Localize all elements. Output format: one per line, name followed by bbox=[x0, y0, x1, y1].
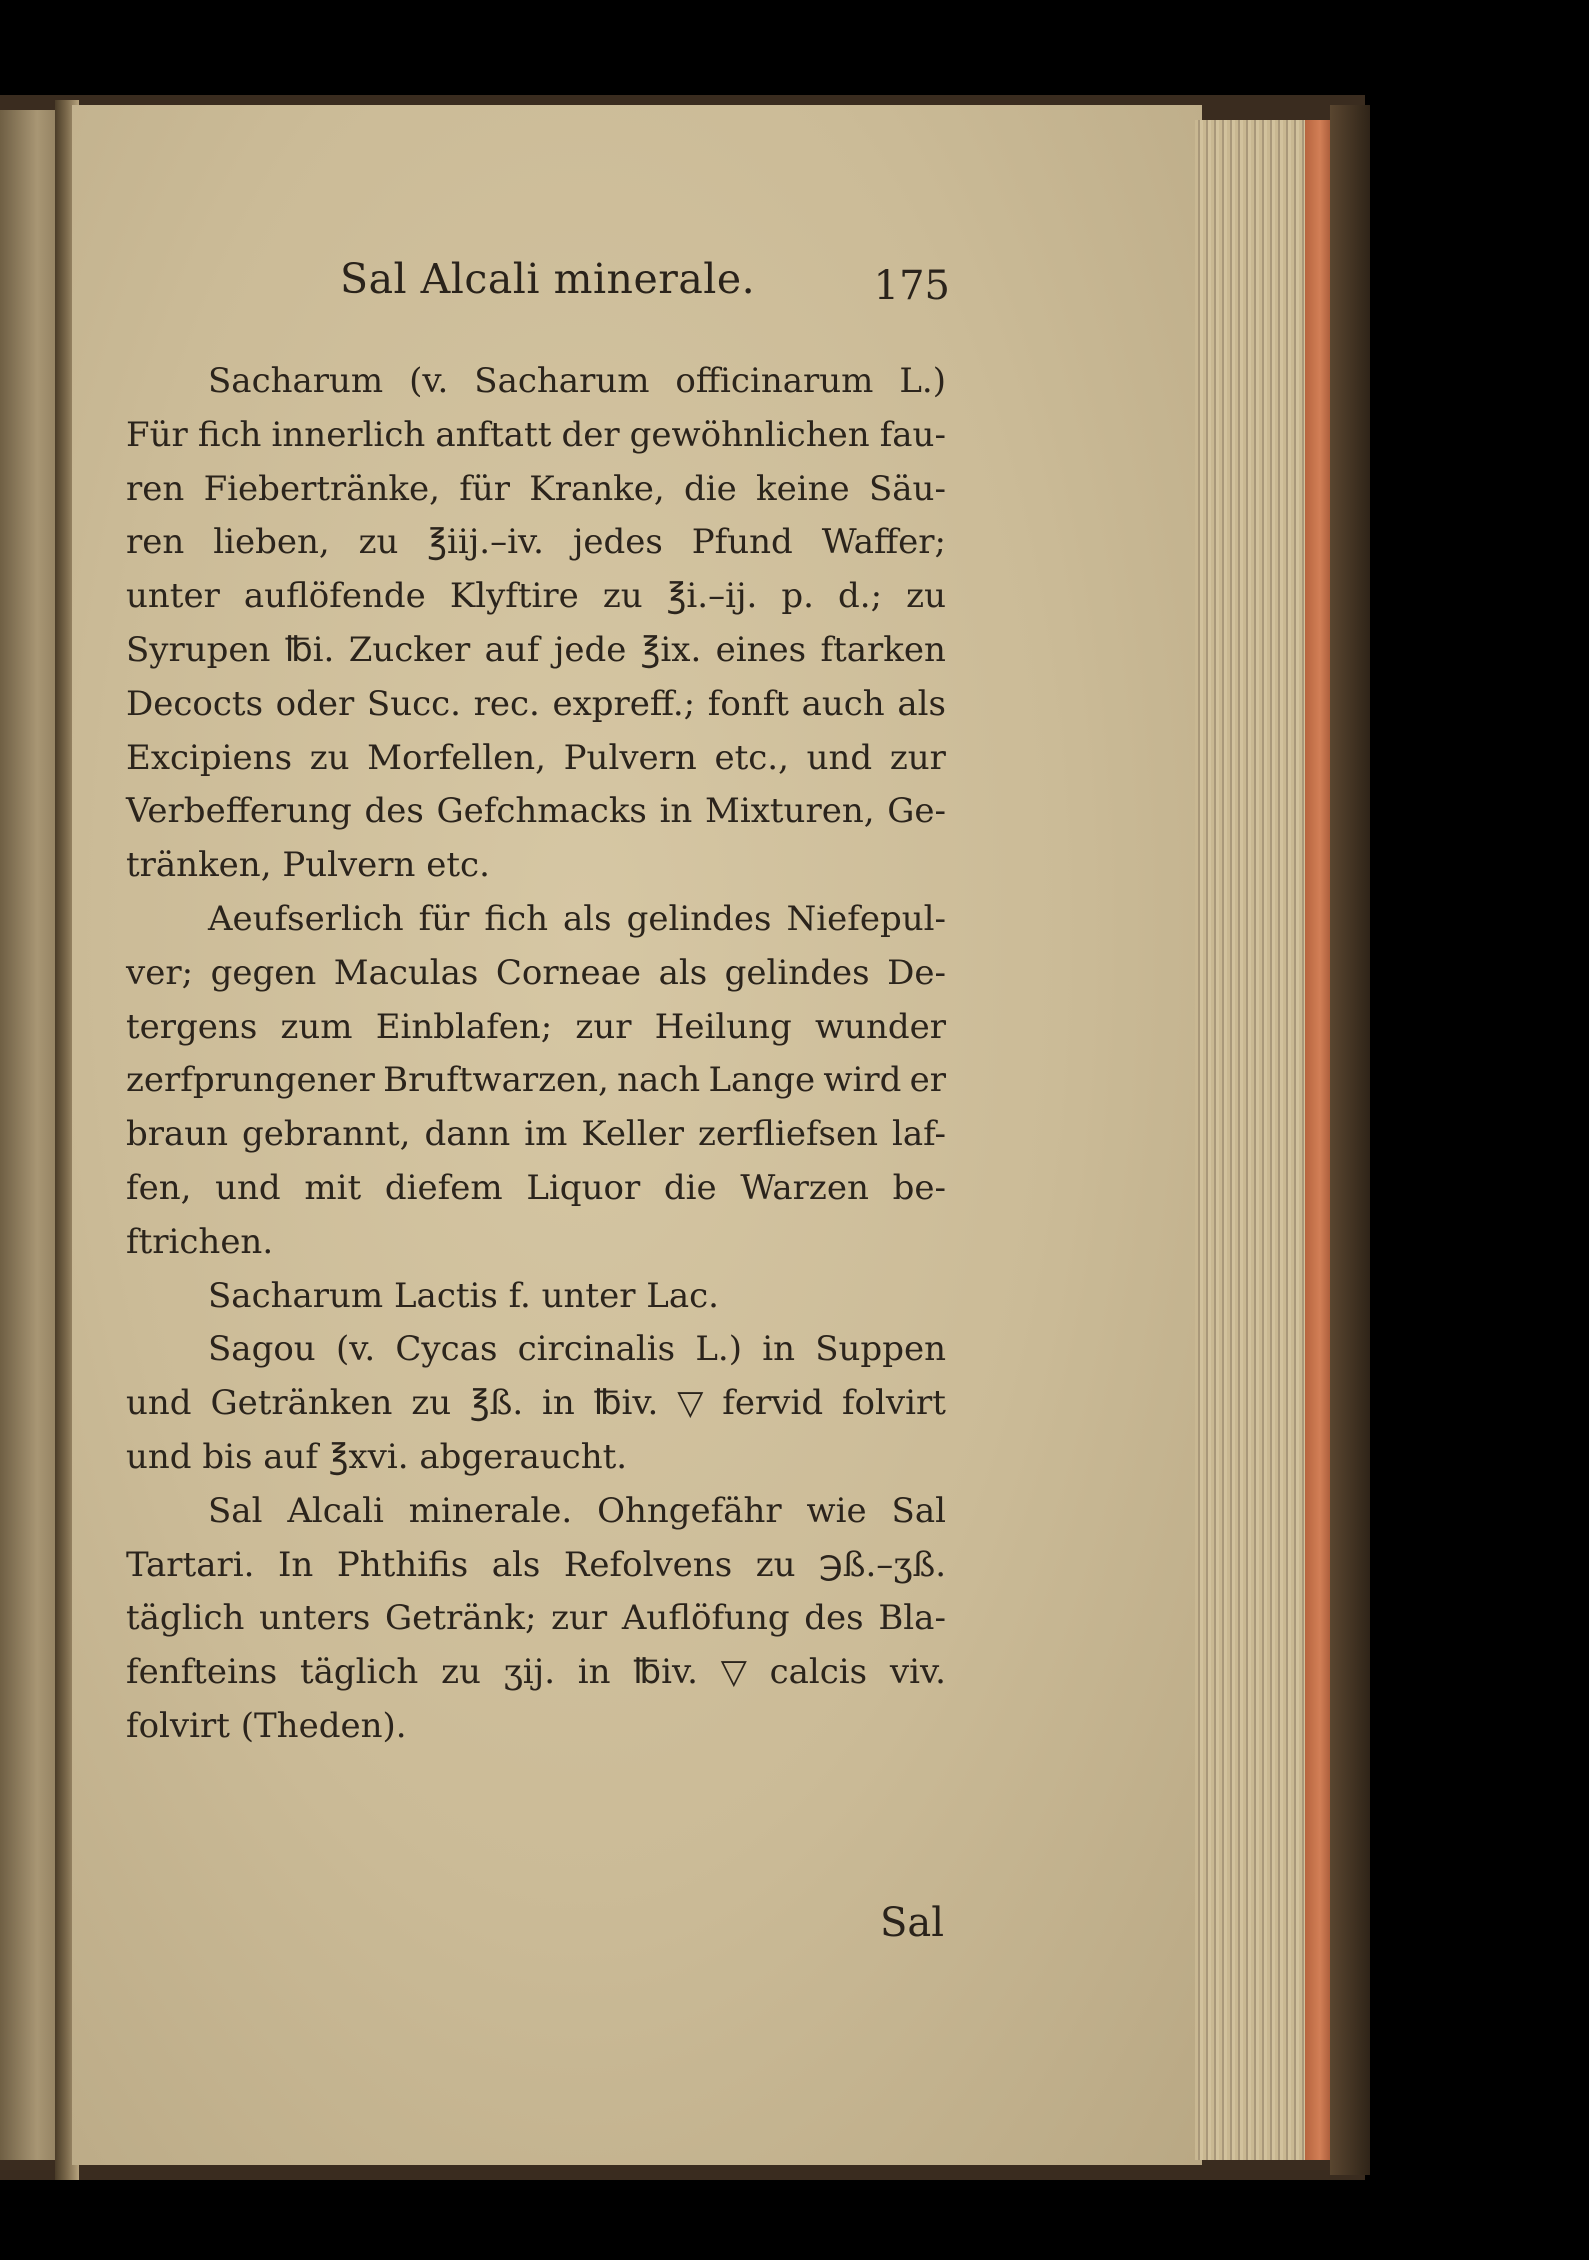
word: Getränken bbox=[210, 1383, 393, 1424]
word: diefem bbox=[384, 1167, 503, 1208]
word: täglich bbox=[126, 1598, 245, 1639]
word: als bbox=[897, 683, 946, 724]
word: des bbox=[364, 791, 424, 832]
text-line bbox=[126, 1323, 946, 1377]
word: Liquor bbox=[526, 1167, 641, 1208]
word: tergens bbox=[126, 1006, 258, 1047]
word: expreff.; bbox=[552, 683, 696, 724]
word: Ge- bbox=[887, 791, 946, 832]
text-line bbox=[126, 1001, 946, 1055]
text-line bbox=[126, 1162, 946, 1216]
text-line bbox=[126, 463, 946, 517]
word: Warzen bbox=[740, 1167, 869, 1208]
word: etc., bbox=[714, 737, 789, 778]
word: ren bbox=[126, 522, 185, 563]
word: als bbox=[563, 898, 612, 939]
word: Suppen bbox=[815, 1329, 946, 1370]
word: Für bbox=[126, 414, 188, 455]
word: keine bbox=[756, 468, 850, 509]
word: Niefepul- bbox=[786, 898, 946, 939]
word: und bbox=[126, 1383, 192, 1424]
word: L.) bbox=[695, 1329, 742, 1370]
word: fich bbox=[197, 414, 262, 455]
word: ▽ bbox=[720, 1652, 747, 1693]
word: (v. bbox=[409, 361, 449, 401]
word: Refolvens bbox=[563, 1544, 733, 1585]
word: und bbox=[215, 1167, 281, 1208]
word: Ohngefähr bbox=[597, 1490, 782, 1531]
text-line bbox=[126, 1646, 946, 1700]
word: ren bbox=[126, 468, 185, 509]
word: Mixturen, bbox=[705, 791, 875, 832]
word: zur bbox=[575, 1006, 632, 1047]
word: auch bbox=[801, 683, 885, 724]
body-text bbox=[126, 355, 946, 1754]
word: nach bbox=[617, 1060, 701, 1101]
word: mit bbox=[304, 1167, 362, 1208]
word: fervid bbox=[722, 1383, 824, 1424]
word: calcis bbox=[769, 1652, 868, 1693]
text-line-content: Sacharum Lactis f. unter Lac. bbox=[208, 1275, 719, 1316]
word: die bbox=[663, 1167, 717, 1208]
word: in bbox=[542, 1383, 575, 1424]
word: zum bbox=[280, 1006, 353, 1047]
word: und bbox=[806, 737, 873, 778]
word: Zucker bbox=[348, 629, 471, 670]
text-line bbox=[126, 570, 946, 624]
word: ℔iv. bbox=[593, 1383, 659, 1424]
word: anftatt bbox=[435, 414, 552, 455]
word: in bbox=[659, 791, 693, 832]
text-line bbox=[126, 1108, 946, 1162]
word: braun bbox=[126, 1114, 229, 1155]
word: De- bbox=[887, 952, 946, 993]
word: Morfellen, bbox=[367, 737, 546, 778]
text-line bbox=[126, 839, 946, 893]
word: jedes bbox=[572, 522, 663, 563]
text-line bbox=[126, 893, 946, 947]
word: unter bbox=[126, 576, 220, 617]
word: zur bbox=[551, 1598, 608, 1639]
word: p. bbox=[781, 576, 814, 617]
book-cover-edge bbox=[1330, 105, 1370, 2175]
word: fich bbox=[484, 898, 549, 939]
word: Klyftire bbox=[449, 576, 579, 617]
word: gelindes bbox=[724, 952, 870, 993]
word: Keller bbox=[581, 1114, 685, 1155]
word: als bbox=[491, 1544, 541, 1585]
word: Maculas bbox=[333, 952, 479, 993]
text-line bbox=[126, 1700, 946, 1754]
word: ℈ß.–ʒß. bbox=[819, 1544, 946, 1585]
text-line-content: tränken, Pulvern etc. bbox=[126, 845, 490, 886]
word: fenfteins bbox=[126, 1652, 278, 1693]
word: minerale. bbox=[408, 1490, 573, 1531]
word: ℥ß. bbox=[470, 1383, 524, 1424]
word: Sal bbox=[208, 1490, 263, 1531]
word: zu bbox=[358, 522, 399, 563]
text-line bbox=[126, 1592, 946, 1646]
word: täglich bbox=[299, 1652, 419, 1693]
text-line bbox=[126, 947, 946, 1001]
word: Alcali bbox=[287, 1490, 384, 1531]
word: ℔iv. bbox=[633, 1652, 698, 1693]
word: Bla- bbox=[878, 1598, 946, 1639]
word: L.) bbox=[899, 361, 946, 401]
word: Lange bbox=[708, 1060, 816, 1101]
word: wird bbox=[823, 1060, 902, 1101]
text-line bbox=[126, 1054, 946, 1108]
word: jede bbox=[553, 629, 627, 670]
word: als bbox=[658, 952, 708, 993]
word: ℔i. bbox=[284, 629, 335, 670]
page-number: 175 bbox=[873, 263, 950, 309]
word: Sacharum bbox=[208, 361, 384, 401]
word: be- bbox=[892, 1167, 946, 1208]
word: Kranke, bbox=[529, 468, 665, 509]
word: Fiebertränke, bbox=[203, 468, 440, 509]
text-line bbox=[126, 1431, 946, 1485]
text-line bbox=[126, 678, 946, 732]
word: Einblafen; bbox=[375, 1006, 553, 1047]
text-line-content: und bis auf ℥xvi. abgeraucht. bbox=[126, 1436, 628, 1477]
text-line bbox=[126, 624, 946, 678]
text-line bbox=[126, 1216, 946, 1270]
word: im bbox=[524, 1114, 568, 1155]
word: für bbox=[459, 468, 510, 509]
word: zu bbox=[411, 1383, 452, 1424]
word: Säu- bbox=[868, 468, 946, 509]
word: folvirt bbox=[841, 1383, 946, 1424]
word: er bbox=[909, 1060, 946, 1101]
word: fonft bbox=[707, 683, 789, 724]
word: ʒij. bbox=[503, 1652, 556, 1693]
word: Heilung bbox=[654, 1006, 792, 1047]
word: Verbefferung bbox=[126, 791, 352, 832]
word: innerlich bbox=[271, 414, 426, 455]
word: Tartari. bbox=[126, 1544, 255, 1585]
word: ftarken bbox=[820, 629, 946, 670]
text-line bbox=[126, 785, 946, 839]
word: Sal bbox=[891, 1490, 946, 1531]
word: zu bbox=[906, 576, 946, 617]
word: ver; bbox=[126, 952, 194, 993]
word: auflöfende bbox=[243, 576, 426, 617]
word: Pulvern bbox=[563, 737, 697, 778]
word: zu bbox=[441, 1652, 481, 1693]
word: rec. bbox=[473, 683, 540, 724]
word: Auflöfung bbox=[621, 1598, 790, 1639]
word: eines bbox=[715, 629, 807, 670]
catchword: Sal bbox=[880, 1900, 945, 1946]
word: Getränk; bbox=[385, 1598, 537, 1639]
word: wie bbox=[806, 1490, 867, 1531]
word: (v. bbox=[335, 1329, 376, 1370]
word: Pfund bbox=[691, 522, 793, 563]
word: ▽ bbox=[677, 1383, 704, 1424]
text-line bbox=[126, 1539, 946, 1593]
word: d.; bbox=[838, 576, 883, 617]
word: Excipiens bbox=[126, 737, 293, 778]
word: gewöhnlichen bbox=[629, 414, 870, 455]
word: Phthifis bbox=[336, 1544, 469, 1585]
word: zur bbox=[889, 737, 946, 778]
word: gebrannt, bbox=[242, 1114, 411, 1155]
word: oder bbox=[275, 683, 355, 724]
text-line-content: folvirt (Theden). bbox=[126, 1705, 407, 1746]
word: Waffer; bbox=[821, 522, 946, 563]
word: officinarum bbox=[675, 361, 874, 401]
word: auf bbox=[484, 629, 540, 670]
left-page-edge bbox=[0, 110, 62, 2160]
word: Syrupen bbox=[126, 629, 271, 670]
word: Corneae bbox=[495, 952, 642, 993]
word: Succ. bbox=[366, 683, 461, 724]
word: In bbox=[277, 1544, 314, 1585]
word: für bbox=[418, 898, 470, 939]
word: ℥iij.–iv. bbox=[427, 522, 544, 563]
running-header bbox=[340, 255, 950, 315]
word: Aeufserlich bbox=[208, 898, 404, 939]
word: viv. bbox=[889, 1652, 946, 1693]
word: Cycas bbox=[395, 1329, 498, 1370]
word: zu bbox=[309, 737, 350, 778]
text-line bbox=[126, 409, 946, 463]
running-title: Sal Alcali minerale. bbox=[340, 255, 756, 303]
word: Sagou bbox=[208, 1329, 316, 1370]
word: zu bbox=[602, 576, 643, 617]
word: zerfliefsen bbox=[698, 1114, 879, 1155]
word: fau- bbox=[879, 414, 946, 455]
word: wunder bbox=[814, 1006, 946, 1047]
word: ℥i.–ij. bbox=[666, 576, 758, 617]
word: zu bbox=[755, 1544, 796, 1585]
word: die bbox=[683, 468, 737, 509]
word: fen, bbox=[126, 1167, 192, 1208]
word: lieben, bbox=[213, 522, 330, 563]
word: in bbox=[577, 1652, 611, 1693]
word: Decocts bbox=[126, 683, 264, 724]
word: gelindes bbox=[626, 898, 772, 939]
word: ℥ix. bbox=[640, 629, 702, 670]
word: dann bbox=[424, 1114, 511, 1155]
word: laf- bbox=[891, 1114, 946, 1155]
text-line bbox=[126, 1270, 946, 1324]
text-line-content: ftrichen. bbox=[126, 1221, 274, 1262]
word: circinalis bbox=[517, 1329, 676, 1370]
word: Gefchmacks bbox=[436, 791, 647, 832]
text-line bbox=[126, 732, 946, 786]
text-line bbox=[126, 355, 946, 409]
text-line bbox=[126, 516, 946, 570]
word: zerfprungener bbox=[126, 1060, 375, 1101]
word: unters bbox=[259, 1598, 371, 1639]
word: Bruftwarzen, bbox=[383, 1060, 609, 1101]
word: Sacharum bbox=[474, 361, 650, 401]
text-line bbox=[126, 1485, 946, 1539]
word: gegen bbox=[210, 952, 317, 993]
text-line bbox=[126, 1377, 946, 1431]
word: der bbox=[561, 414, 620, 455]
word: des bbox=[804, 1598, 864, 1639]
word: in bbox=[762, 1329, 795, 1370]
